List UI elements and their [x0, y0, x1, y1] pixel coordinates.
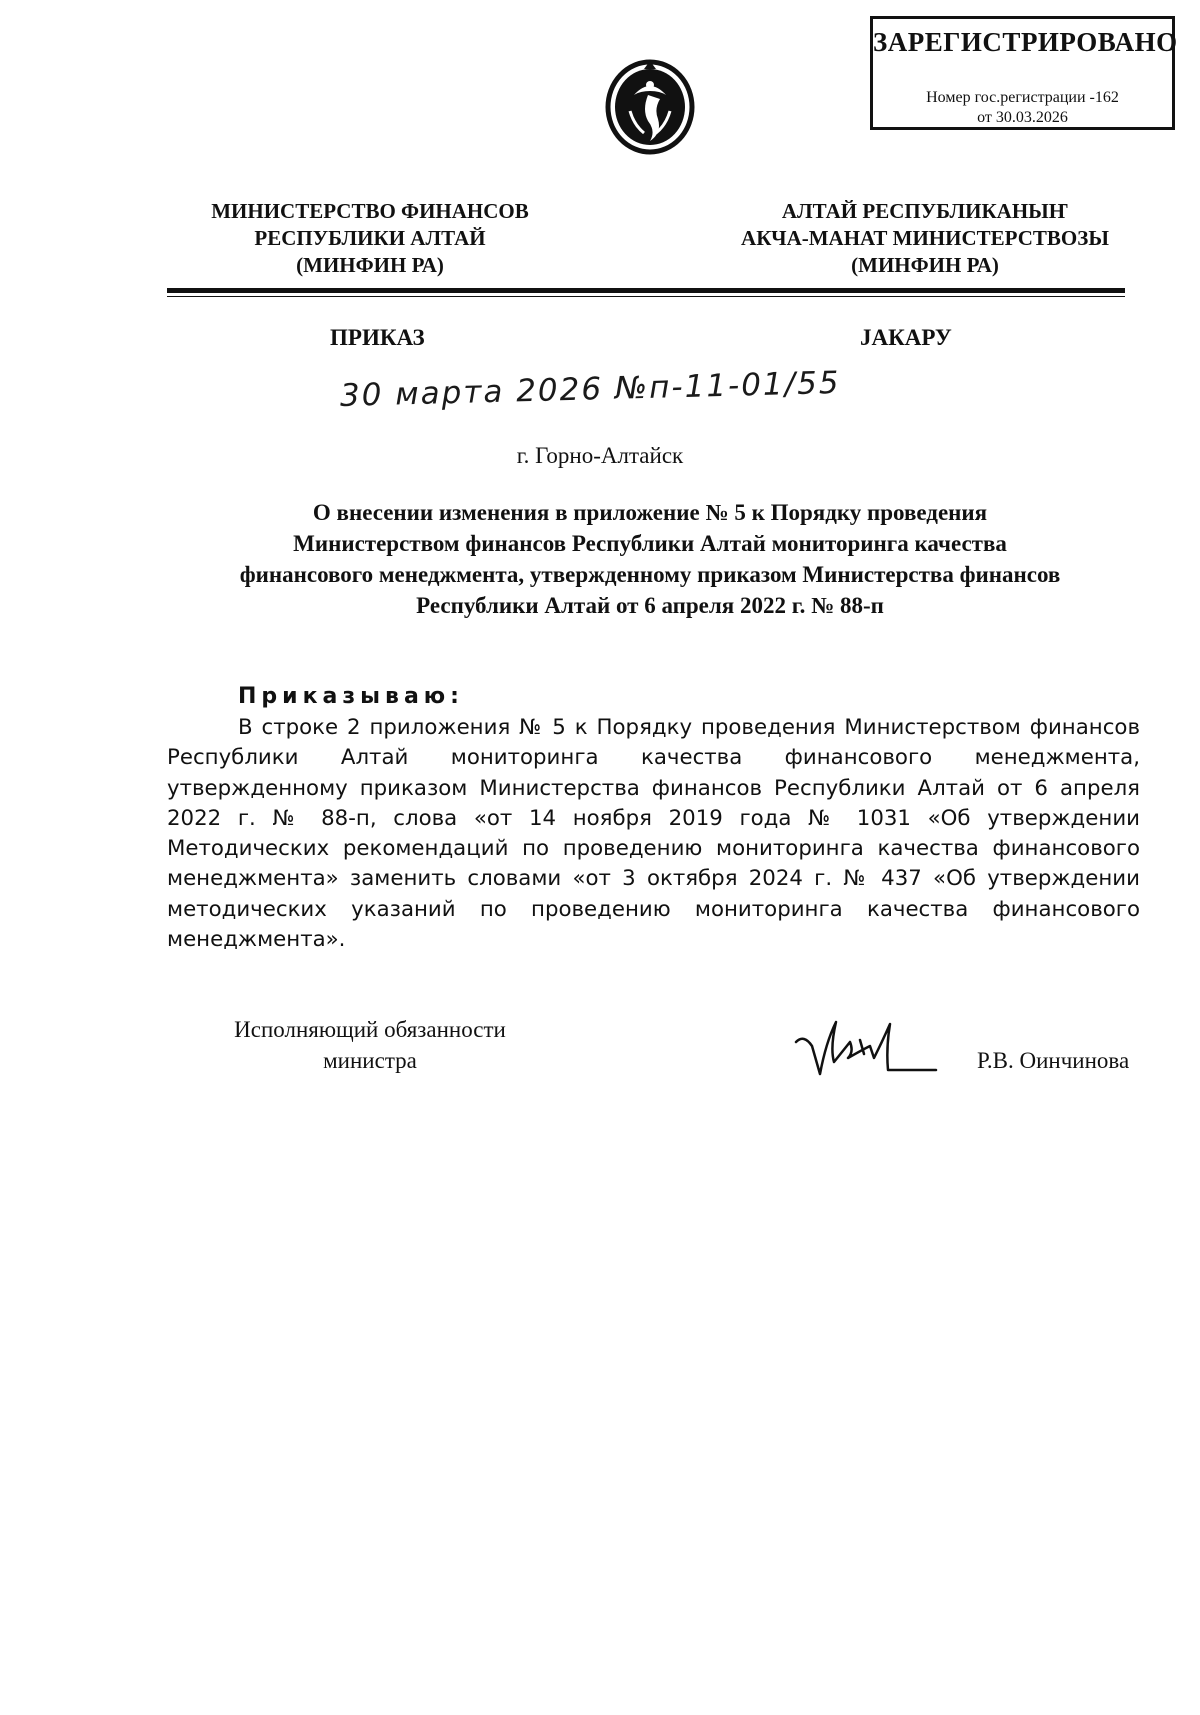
ministry-name-ru-line3: (МИНФИН РА) [296, 253, 444, 277]
ministry-name-alt-line3: (МИНФИН РА) [851, 253, 999, 277]
stamp-registration-number: Номер гос.регистрации -162 [926, 89, 1119, 106]
decree-word: Приказываю: [238, 684, 464, 709]
handwritten-date-number: 30 марта 2026 №п-11-01/55 [339, 364, 841, 414]
signatory-position-line1: Исполняющий обязанности [234, 1017, 506, 1042]
ministry-name-ru-line2: РЕСПУБЛИКИ АЛТАЙ [254, 226, 486, 250]
title-line4: Республики Алтай от 6 апреля 2022 г. № 88-п [416, 593, 884, 618]
ministry-name-altai [700, 198, 1150, 279]
stamp-registration-date: от 30.03.2026 [977, 109, 1068, 126]
signatory-name: Р.В. Оинчинова [977, 1048, 1130, 1073]
title-line1: О внесении изменения в приложение № 5 к Порядку проведения [312, 500, 988, 525]
header-divider-thin [167, 296, 1125, 297]
ministry-name-russian [170, 198, 570, 279]
ministry-name-alt-line2: АКЧА-МАНАТ МИНИСТЕРСТВОЗЫ [741, 226, 1109, 250]
document-title [160, 497, 1140, 621]
title-line3: финансового менеджмента, утвержденному приказом Министерства финансов [239, 562, 1061, 587]
stamp-title: ЗАРЕГИСТРИРОВАНО [873, 27, 1178, 57]
order-label-altai: JАКАРУ [860, 325, 952, 350]
ministry-name-alt-line1: АЛТАЙ РЕСПУБЛИКАНЫҤ [781, 199, 1069, 223]
signatory-position [200, 1014, 540, 1076]
ministry-name-ru-line1: МИНИСТЕРСТВО ФИНАНСОВ [211, 199, 529, 223]
body-paragraph: В строке 2 приложения № 5 к Порядку проведения Министерством финансов Республики Алтай мониторинга качества финансового менеджмента, утвержденному приказом Министерства финансов Республики Алтай от 6 апреля 2022 г. № 88-п, слова «от 14 ноября 2019 года № 1031 «Об утверждении Методических рекомендаций по проведению мониторинга качества финансового менеджмента» заменить словами «от 3 октября 2024 г. № 437 «Об утверждении методических указаний по проведению мониторинга качества финансового менеджмента». [167, 715, 1140, 953]
republic-altai-emblem-icon [604, 55, 696, 155]
order-label-russian: ПРИКАЗ [330, 325, 425, 350]
registration-stamp [870, 16, 1178, 130]
handwritten-signature [790, 1012, 940, 1080]
title-line2: Министерством финансов Республики Алтай мониторинга качества [293, 531, 1007, 556]
signatory-position-line2: министра [323, 1048, 417, 1073]
header-divider-thick [167, 288, 1125, 293]
city: г. Горно-Алтайск [516, 443, 684, 468]
